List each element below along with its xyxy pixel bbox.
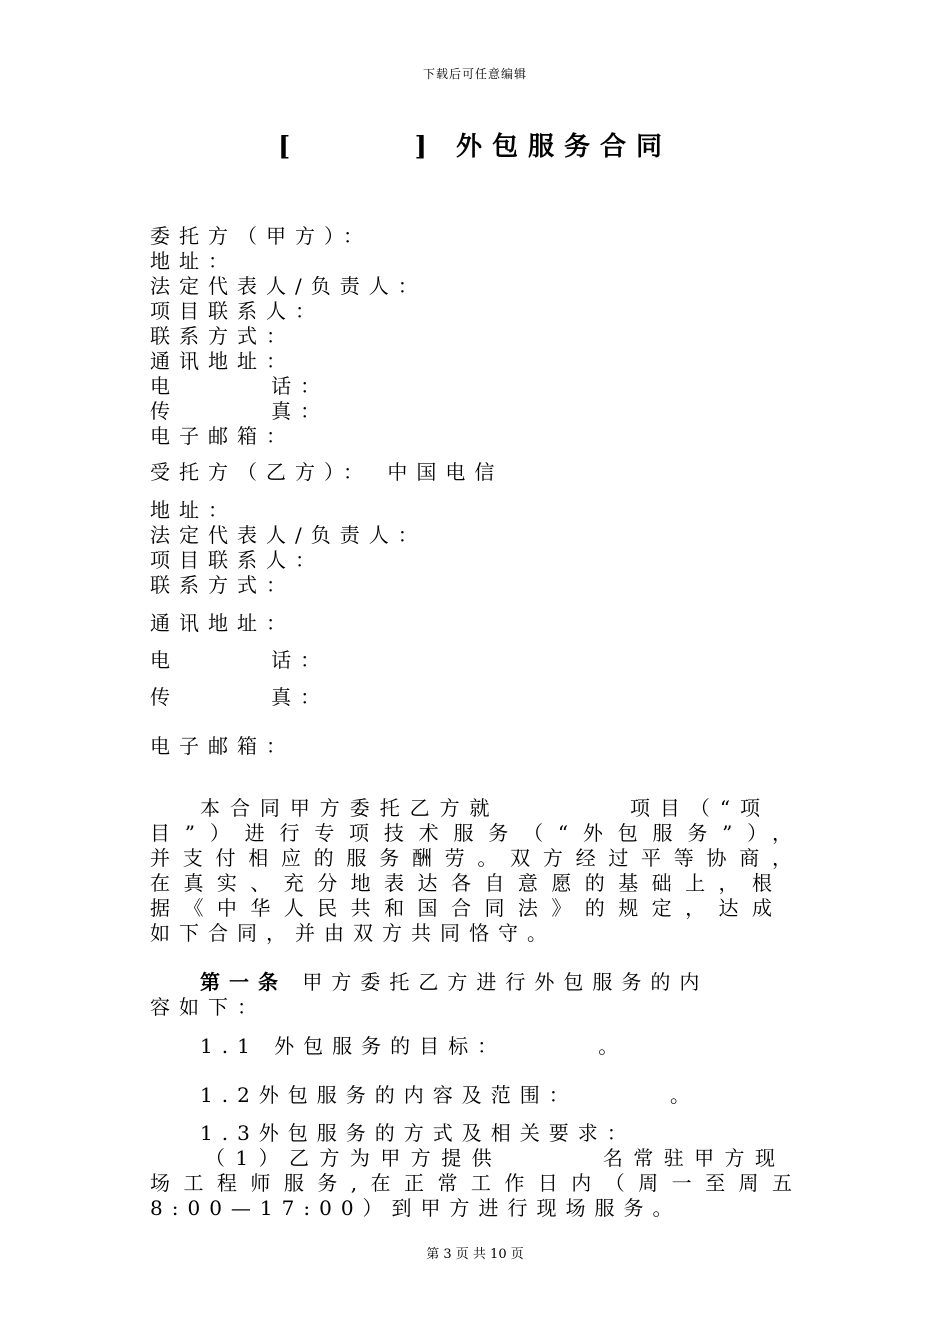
- party-b-contact-method: 联系方式：: [150, 573, 295, 597]
- item-1-3: 1.3外包服务的方式及相关要求：: [200, 1121, 636, 1145]
- preamble-line: 并支付相应的服务酬劳。双方经过平等协商，: [150, 846, 792, 870]
- party-a-contact-method: 联系方式：: [150, 324, 295, 348]
- party-a-email: 电子邮箱：: [150, 424, 295, 448]
- article-1-label: 第一条: [200, 970, 287, 994]
- party-a-contact-person: 项目联系人：: [150, 299, 324, 323]
- contract-title: [ ] 外包服务合同: [278, 132, 672, 162]
- preamble-line: 在真实、充分地表达各自意愿的基础上，根: [150, 871, 772, 895]
- preamble-line: 目”）进行专项技术服务（“外包服务”），: [150, 821, 792, 845]
- party-b-email: 电子邮箱：: [150, 734, 295, 758]
- article-1-heading: [200, 972, 708, 992]
- item-1-3-sub-line: （1）乙方为甲方提供 名常驻甲方现: [205, 1146, 775, 1170]
- article-1-text-cont: 容如下：: [150, 995, 266, 1019]
- party-b-mail-address: 通讯地址：: [150, 611, 295, 635]
- party-b-fax: 传 真：: [150, 685, 330, 709]
- item-1-2: 1.2外包服务的内容及范围： 。: [200, 1083, 699, 1107]
- party-a-heading: 委托方（甲方）：: [150, 224, 372, 248]
- party-a-fax: 传 真：: [150, 399, 330, 423]
- preamble-line: 据《中华人民共和国合同法》的规定，达成: [150, 896, 772, 920]
- item-1-3-sub-line: 8:00—17:00）到甲方进行现场服务。: [150, 1196, 682, 1220]
- item-1-1: 1.1 外包服务的目标： 。: [200, 1034, 628, 1058]
- party-a-phone: 电 话：: [150, 374, 330, 398]
- party-b-heading: 受托方（乙方）： 中国电信: [150, 460, 504, 484]
- party-a-mail-address: 通讯地址：: [150, 349, 295, 373]
- party-b-address: 地址：: [150, 498, 237, 522]
- preamble-line: 本合同甲方委托乙方就 项目（“项: [200, 796, 760, 820]
- preamble-line: 如下合同，并由双方共同恪守。: [150, 921, 556, 945]
- party-b-contact-person: 项目联系人：: [150, 548, 324, 572]
- party-b-legal-rep: 法定代表人/负责人：: [150, 523, 427, 547]
- item-1-3-sub-line: 场工程师服务,在正常工作日内（周一至周五: [150, 1171, 792, 1195]
- party-a-address: 地址：: [150, 249, 237, 273]
- party-a-legal-rep: 法定代表人/负责人：: [150, 274, 427, 298]
- party-b-phone: 电 话：: [150, 648, 330, 672]
- article-1-text: 甲方委托乙方进行外包服务的内: [287, 970, 709, 994]
- page-header: 下载后可任意编辑: [422, 67, 527, 81]
- page-footer: 第 3 页 共 10 页: [426, 1247, 524, 1262]
